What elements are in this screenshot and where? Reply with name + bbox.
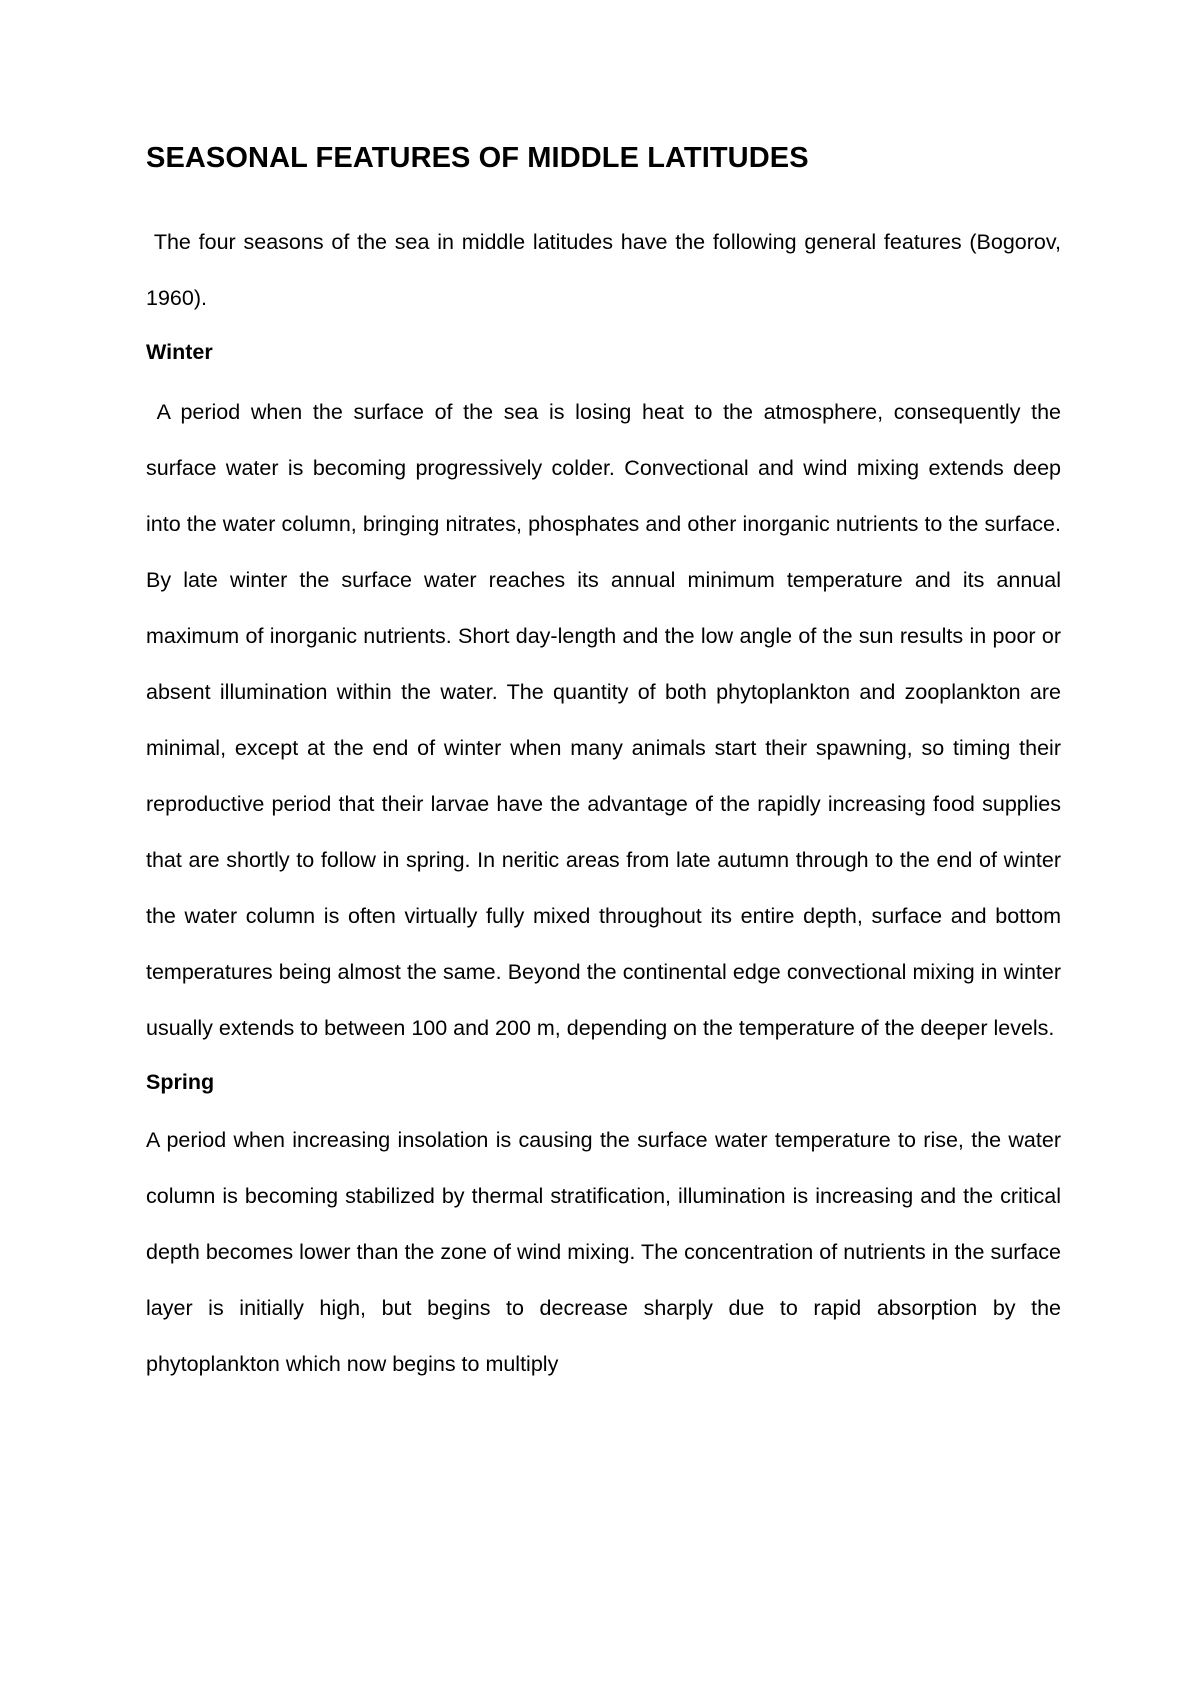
document-title: SEASONAL FEATURES OF MIDDLE LATITUDES [146, 142, 809, 174]
section-heading-spring: Spring [146, 1070, 215, 1094]
intro-paragraph: The four seasons of the sea in middle latitudes have the following general features (Bogorov, 1960). [146, 230, 1067, 310]
section-text-spring: A period when increasing insolation is causing the surface water temperature to rise, the water column is becoming stabilized by thermal stratification, illumination is increasing and the critical depth becomes lower than the zone of wind mixing. The concentration of nutrients in the surface layer is initially high, but begins to decrease sharply due to rapid absorption by the phytoplankton which now begins to multiply [146, 1128, 1061, 1376]
section-heading-winter: Winter [146, 340, 213, 364]
section-text-winter: A period when the surface of the sea is losing heat to the atmosphere, consequently the surface water is becoming progressively colder. Convectional and wind mixing extends deep into the water column, bringing nitrates, phosphates and other inorganic nutrients to the surface. By late winter the surface water reaches its annual minimum temperature and its annual maximum of inorganic nutrients. Short day-length and the low angle of the sun results in poor or absent illumination within the water. The quantity of both phytoplankton and zooplankton are minimal, except at the end of winter when many animals start their spawning, so timing their reproductive period that their larvae have the advantage of the rapidly increasing food supplies that are shortly to follow in spring. In neritic areas from late autumn through to the end of winter the water column is often virtually fully mixed throughout its entire depth, surface and bottom temperatures being almost the same. Beyond the continental edge convectional mixing in winter usually extends to between 100 and 200 m, depending on the temperature of the deeper levels. [146, 400, 1067, 1040]
document-page [146, 140, 1067, 1392]
